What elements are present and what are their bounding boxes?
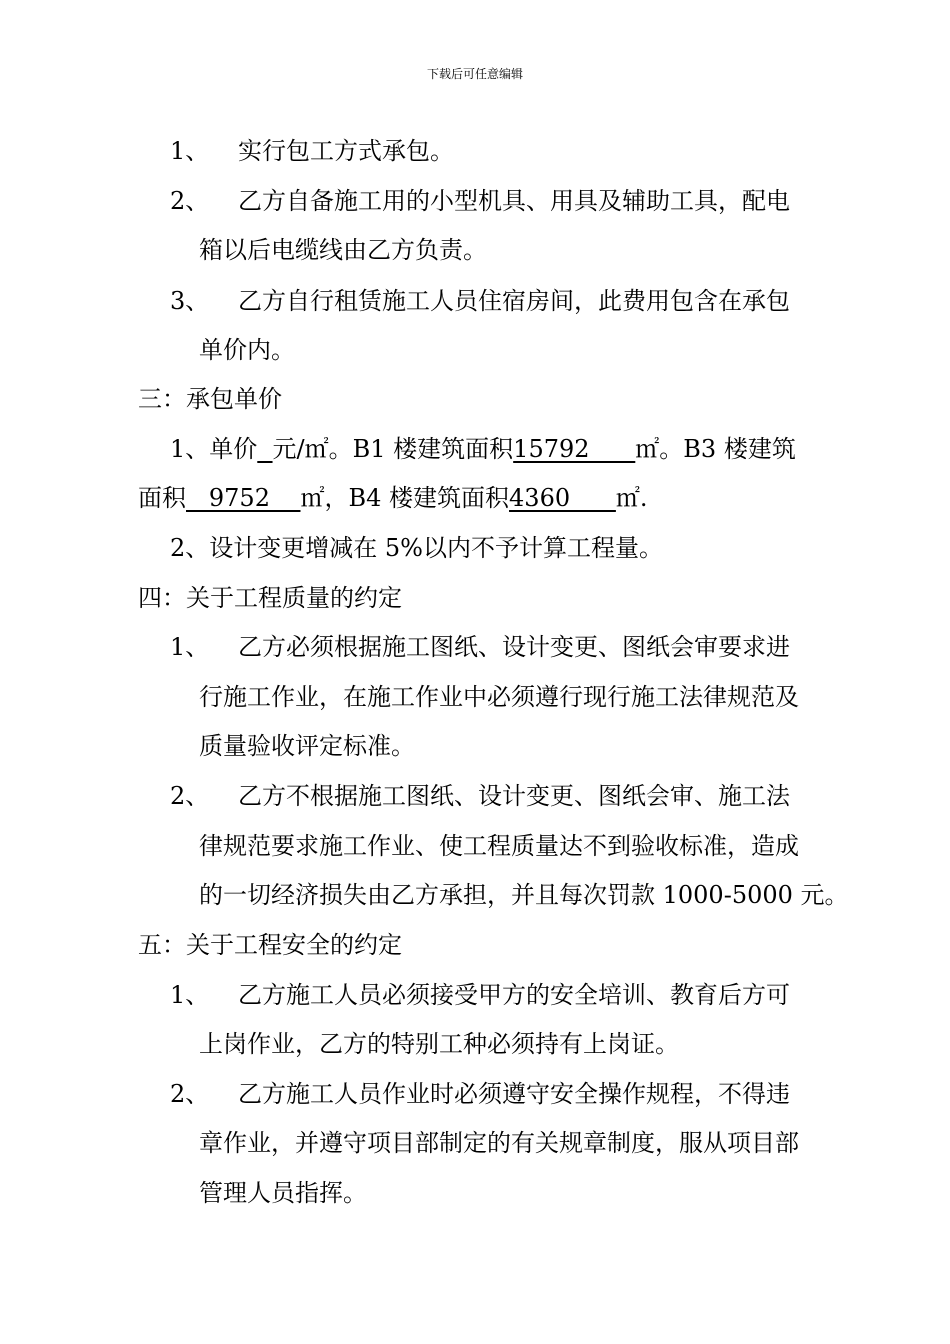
item-text: 乙方自行租赁施工人员住宿房间，此费用包含在承包 — [238, 287, 790, 315]
item-text: 乙方施工人员必须接受甲方的安全培训、教育后方可 — [238, 981, 790, 1009]
item-text: 实行包工方式承包。 — [238, 137, 454, 165]
price-line-cont — [138, 483, 648, 513]
list-item-2 — [170, 186, 790, 216]
area-text: ㎡. — [615, 484, 648, 512]
item-continuation: 管理人员指挥。 — [199, 1179, 367, 1207]
price-text: 元/㎡。B1 楼建筑面积 — [272, 435, 514, 463]
quality-item-2 — [170, 781, 790, 811]
item-continuation: 质量验收评定标准。 — [199, 732, 415, 760]
item-number: 1、 — [170, 981, 210, 1009]
item-continuation: 章作业，并遵守项目部制定的有关规章制度，服从项目部 — [199, 1129, 799, 1157]
area-b1: 15792 — [513, 435, 636, 463]
list-item-3 — [170, 286, 790, 316]
change-line: 2、设计变更增减在 5%以内不予计算工程量。 — [170, 534, 663, 562]
item-text: 乙方必须根据施工图纸、设计变更、图纸会审要求进 — [238, 633, 790, 661]
section-title-3: 三：承包单价 — [138, 385, 282, 413]
page-header: 下载后可任意编辑 — [426, 67, 523, 81]
area-b4: 4360 — [509, 484, 616, 512]
area-label: 面积 — [138, 484, 186, 512]
item-text: 乙方不根据施工图纸、设计变更、图纸会审、施工法 — [238, 782, 790, 810]
section-title-5: 五：关于工程安全的约定 — [138, 931, 402, 959]
area-b3: 9752 — [186, 484, 301, 512]
safety-item-2 — [170, 1079, 790, 1109]
item-text: 乙方自备施工用的小型机具、用具及辅助工具，配电 — [238, 187, 790, 215]
quality-item-1 — [170, 632, 790, 662]
item-number: 1、 — [170, 633, 210, 661]
list-item-1 — [170, 136, 454, 166]
item-continuation: 的一切经济损失由乙方承担，并且每次罚款 1000-5000 元。 — [199, 881, 849, 909]
item-number: 2、 — [170, 187, 210, 215]
price-line — [170, 434, 796, 464]
item-continuation: 箱以后电缆线由乙方负责。 — [199, 236, 487, 264]
item-number: 2、 — [170, 1080, 210, 1108]
price-text: ㎡。B3 楼建筑 — [635, 435, 796, 463]
safety-item-1 — [170, 980, 790, 1010]
item-continuation: 行施工作业，在施工作业中必须遵行现行施工法律规范及 — [199, 683, 799, 711]
item-number: 3、 — [170, 287, 210, 315]
item-continuation: 上岗作业，乙方的特别工种必须持有上岗证。 — [199, 1030, 679, 1058]
item-number: 2、 — [170, 782, 210, 810]
item-number: 1、 — [170, 137, 210, 165]
price-blank — [257, 435, 272, 463]
area-text: ㎡，B4 楼建筑面积 — [300, 484, 510, 512]
item-text: 乙方施工人员作业时必须遵守安全操作规程，不得违 — [238, 1080, 790, 1108]
section-title-4: 四：关于工程质量的约定 — [138, 584, 402, 612]
price-label: 1、单价 — [170, 435, 258, 463]
item-continuation: 单价内。 — [199, 336, 295, 364]
item-continuation: 律规范要求施工作业、使工程质量达不到验收标准，造成 — [199, 832, 799, 860]
